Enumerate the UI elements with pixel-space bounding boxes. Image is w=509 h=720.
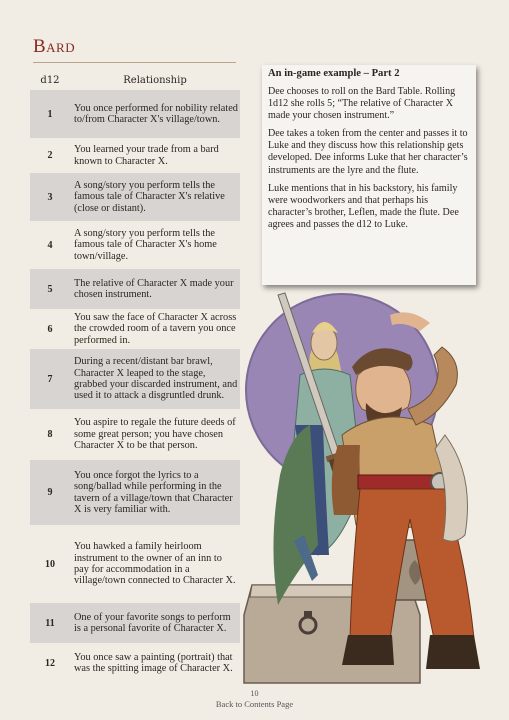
page-title: Bard — [33, 36, 76, 57]
bard-illustration — [240, 285, 509, 685]
row-number: 5 — [47, 283, 53, 295]
row-number: 10 — [45, 558, 55, 570]
table-row — [30, 460, 240, 525]
table-header — [30, 70, 240, 90]
row-number: 4 — [47, 239, 53, 251]
relationship-table — [30, 70, 240, 683]
sidebar-paragraph: Luke mentions that in his backstory, his family were woodworkers and that perhaps his character’s brother, Leflen, made the flute. Dee agrees and passes the d12 to Luke. — [268, 182, 459, 230]
back-to-contents-link[interactable]: Back to Contents Page — [215, 699, 294, 709]
row-text: You learned your trade from a bard known to Character X. — [74, 144, 219, 167]
row-text: You saw the face of Character X across the crowded room of a tavern you once performed in. — [74, 311, 237, 346]
table-row — [30, 349, 240, 409]
row-text: You hawked a family heirloom instrument to the owner of an inn to pay for accommodation in a village/town connected to Character X. — [74, 541, 236, 587]
table-row — [30, 409, 240, 460]
page-number: 10 — [250, 689, 259, 698]
table-row — [30, 525, 240, 603]
row-number: 9 — [47, 487, 53, 498]
row-number: 1 — [47, 108, 53, 120]
row-number: 11 — [45, 617, 55, 629]
sidebar-heading: An in-game example – Part 2 — [268, 68, 400, 79]
table-row — [30, 603, 240, 643]
title-divider — [33, 62, 236, 63]
table-row — [30, 173, 240, 221]
row-text: You aspire to regale the future deeds of some great person; you have chosen Character X to be that person. — [74, 417, 236, 452]
header-relationship: Relationship — [123, 74, 187, 86]
row-text: One of your favorite songs to perform is a personal favorite of Character X. — [74, 611, 231, 634]
example-sidebar — [262, 65, 476, 285]
row-text: A song/story you perform tells the famous tale of Character X's home town/village. — [74, 227, 217, 262]
table-row — [30, 309, 240, 349]
table-row — [30, 221, 240, 269]
row-number: 2 — [47, 150, 53, 161]
row-text: The relative of Character X made your chosen instrument. — [74, 277, 234, 300]
row-text: You once performed for nobility related to/from Character X's village/town. — [74, 102, 238, 125]
header-die: d12 — [40, 74, 60, 86]
row-text: You once forgot the lyrics to a song/ballad while performing in the tavern of a village/town that Character X is very familiar with. — [74, 469, 233, 515]
table-row — [30, 90, 240, 138]
row-text: You once saw a painting (portrait) that was the spitting image of Character X. — [74, 651, 233, 674]
table-row — [30, 138, 240, 173]
row-text: A song/story you perform tells the famous tale of Character X's relative (close or distant). — [74, 179, 225, 214]
sidebar-paragraph: Dee chooses to roll on the Bard Table. Rolling 1d12 she rolls 5; “The relative of Character X made your chosen instrument.” — [268, 86, 456, 122]
table-row — [30, 269, 240, 309]
row-number: 8 — [47, 429, 53, 440]
row-number: 7 — [47, 373, 53, 385]
row-number: 6 — [47, 323, 53, 335]
sidebar-paragraph: Dee takes a token from the center and passes it to Luke and they discuss how this relationship gets developed. Dee informs Luke that her character’s instruments are the lyre and the flute. — [268, 128, 468, 176]
table-row — [30, 643, 240, 683]
row-number: 12 — [45, 657, 55, 669]
row-number: 3 — [47, 191, 53, 203]
row-text: During a recent/distant bar brawl, Character X leaped to the stage, grabbed your discarded instrument, and used it to attack a disgruntled drunk. — [74, 356, 238, 402]
